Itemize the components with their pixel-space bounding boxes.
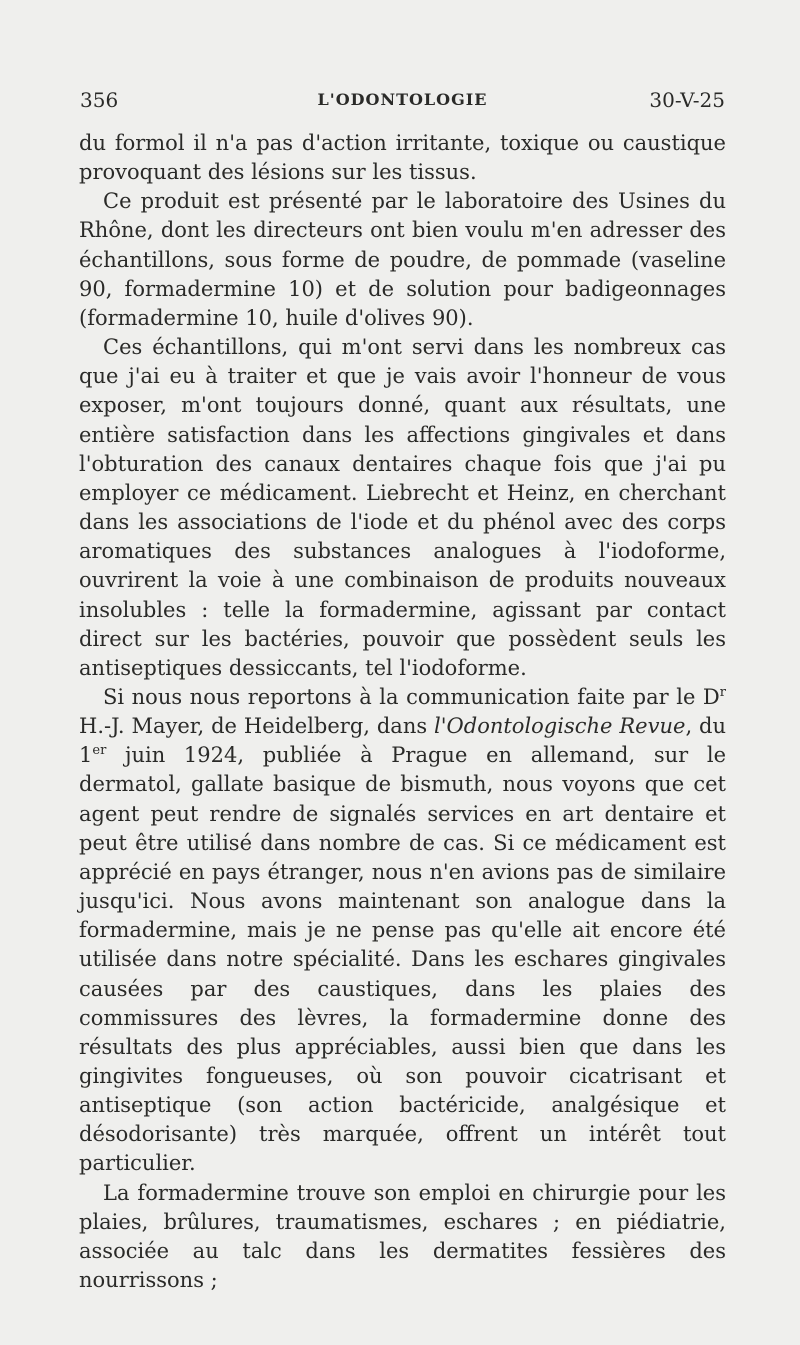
issue-date: 30-V-25 bbox=[649, 88, 725, 112]
journal-title: l'Odontologische Revue bbox=[434, 714, 686, 739]
body-text bbox=[79, 129, 726, 1295]
paragraph-4-text-a: Si nous nous reportons à la communication faite par le D bbox=[103, 684, 720, 709]
paragraph-4-text-c: , du 1 bbox=[79, 714, 726, 768]
paragraph-3: Ces échantillons, qui m'ont servi dans les nombreux cas que j'ai eu à traiter et que je vais avoir l'honneur de vous exposer, m'ont toujours donné, quant aux résultats, une entière satisfaction dans les affections gingivales et dans l'obturation des canaux dentaires chaque fois que j'ai pu employer ce médicament. Liebrecht et Heinz, en cherchant dans les associations de l'iode et du phénol avec des corps aromatiques des substances analogues à l'iodoforme, ouvrirent la voie à une combinaison de produits nouveaux insolubles : telle la formadermine, agissant par contact direct sur les bactéries, pouvoir que possèdent seuls les antiseptiques dessiccants, tel l'iodoforme. bbox=[79, 335, 726, 680]
running-title: L'ODONTOLOGIE bbox=[317, 90, 488, 109]
paragraph-4-text-b: H.-J. Mayer, de Heidelberg, dans bbox=[79, 714, 435, 739]
page-number: 356 bbox=[80, 88, 119, 112]
superscript-r: r bbox=[719, 684, 726, 700]
page-header bbox=[80, 88, 725, 118]
paragraph-4 bbox=[79, 683, 726, 1179]
paragraph-1: du formol il n'a pas d'action irritante, toxique ou caustique provoquant des lésions sur les tissus. bbox=[79, 131, 726, 185]
paragraph-4-text-d: juin 1924, publiée à Prague en allemand, sur le dermatol, gallate basique de bismuth, nous voyons que cet agent peut rendre de signalés services en art dentaire et peut être utilisé dans nombre de cas. Si ce médicament est apprécié en pays étranger, nous n'en avions pas de similaire jusqu'ici. Nous avons maintenant son analogue dans la formadermine, mais je ne pense pas qu'elle ait encore été utilisée dans notre spécialité. Dans les eschares gingivales causées par des caustiques, dans les plaies des commissures des lèvres, la formadermine donne des résultats des plus appréciables, aussi bien que dans les gingivites fongueuses, où son pouvoir cicatrisant et antiseptique (son action bactéricide, analgésique et désodorisante) très marquée, offrent un intérêt tout particulier. bbox=[79, 743, 726, 1176]
paragraph-2: Ce produit est présenté par le laboratoire des Usines du Rhône, dont les directeurs ont bien voulu m'en adresser des échantillons, sous forme de poudre, de pommade (vaseline 90, formadermine 10) et de solution pour badigeonnages (formadermine 10, huile d'olives 90). bbox=[79, 189, 726, 330]
superscript-er: er bbox=[92, 743, 107, 759]
paragraph-5: La formadermine trouve son emploi en chirurgie pour les plaies, brûlures, traumatismes, eschares ; en piédiatrie, associée au talc dans les dermatites fessières des nourrissons ; bbox=[79, 1180, 726, 1293]
